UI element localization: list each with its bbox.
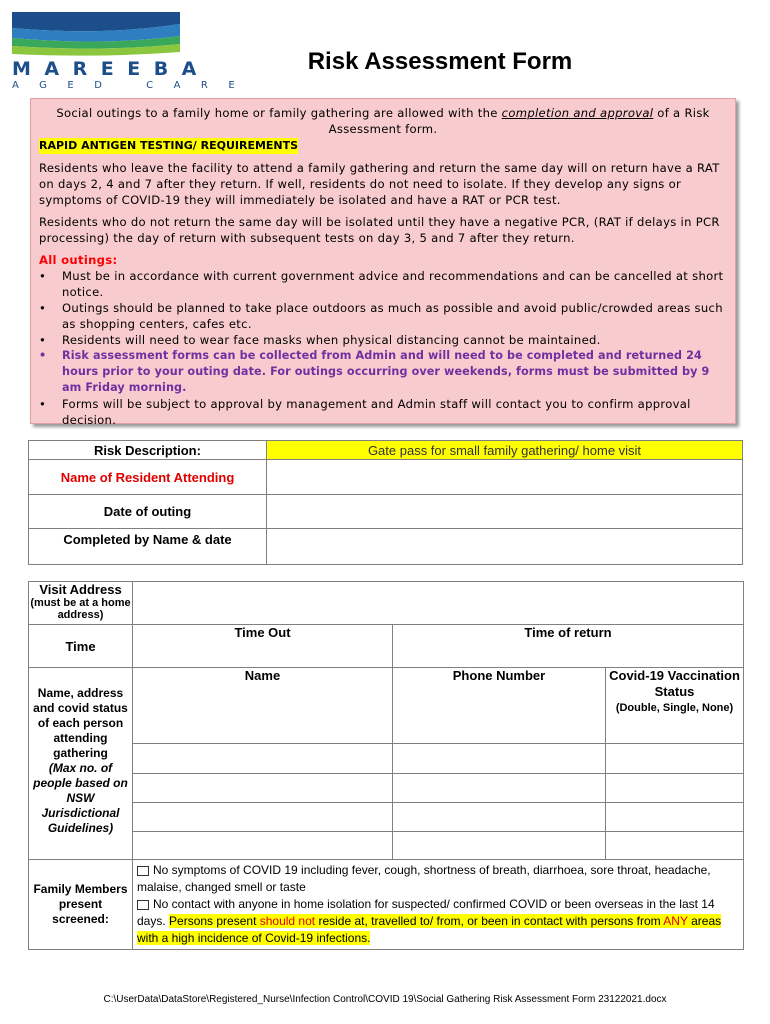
covid-status-column-header: Covid-19 Vaccination Status (Double, Single, None) (606, 668, 744, 744)
checkbox-icon[interactable] (137, 866, 149, 876)
list-item: • Must be in accordance with current government advice and recommendations and can be cancelled at short notice. (39, 268, 727, 300)
visit-details-table (28, 581, 744, 950)
intro-text: Social outings to a family home or family gathering are allowed with the completion and approval of a Risk Assessment form. (56, 106, 710, 136)
table-cell[interactable] (133, 774, 393, 803)
risk-description-table (28, 440, 743, 565)
table-cell[interactable] (606, 774, 744, 803)
risk-description-value: Gate pass for small family gathering/ home visit (267, 441, 743, 460)
date-of-outing-label: Date of outing (29, 495, 267, 529)
logo-name: MAREEBA (12, 58, 210, 80)
resident-name-field[interactable] (267, 460, 743, 495)
all-outings-heading: All outings: (39, 253, 118, 267)
time-of-return-field[interactable]: Time of return (393, 625, 744, 668)
completed-by-field[interactable] (267, 529, 743, 565)
list-item: • Risk assessment forms can be collected from Admin and will need to be completed and returned 24 hours prior to your outing date. For outings occurring over weekends, forms must be submitted by 9 am Friday morning. (39, 348, 727, 396)
list-item: • Outings should be planned to take place outdoors as much as possible and avoid public/crowded areas such as shopping centers, cafes etc. (39, 300, 727, 332)
checklist-item-symptoms: No symptoms of COVID 19 including fever, cough, shortness of breath, diarrhoea, sore throat, headache, malaise, changed smell or taste (137, 863, 711, 894)
visit-address-label: Visit Address (must be at a home address) (29, 582, 133, 625)
table-cell[interactable] (393, 803, 606, 832)
table-cell[interactable] (606, 744, 744, 774)
list-item: • Residents will need to wear face masks when physical distancing cannot be maintained. (39, 332, 727, 348)
rat-paragraph-1: Residents who leave the facility to attend a family gathering and return the same day will on return have a RAT on days 2, 4 and 7 after they return. If well, residents do not need to isolate. If they develop any signs or symptoms of COVID-19 they will immediately be isolated and have a RAT or PCR test. (39, 161, 720, 207)
file-path-footer: C:\UserData\DataStore\Registered_Nurse\Infection Control\COVID 19\Social Gathering Risk Assessment Form 23122021.docx (103, 994, 667, 1005)
persons-label: Name, address and covid status of each person attending gathering (Max no. of people based on NSW Jurisdictional Guidelines) (29, 668, 133, 860)
completed-by-label: Completed by Name & date (29, 529, 267, 565)
logo-subtitle: AGED CARE (12, 80, 256, 91)
mareeba-logo (12, 6, 256, 91)
rat-paragraph-2: Residents who do not return the same day will be isolated until they have a negative PCR, (RAT if delays in PCR processing) the day of return with subsequent tests on day 3, 5 and 7 after they return. (39, 215, 720, 245)
table-cell[interactable] (606, 803, 744, 832)
logo-wave-icon (12, 6, 180, 56)
phone-column-header: Phone Number (393, 668, 606, 744)
table-cell[interactable] (133, 803, 393, 832)
family-screened-label: Family Members present screened: (29, 860, 133, 950)
table-cell[interactable] (393, 744, 606, 774)
checklist-item-contact: No contact with anyone in home isolation for suspected/ confirmed COVID or been overseas in the last 14 days. Persons present should not reside at, travelled to/ from, or been in contact with persons from ANY areas with a high incidence of Covid-19 infections. (137, 897, 722, 945)
name-column-header: Name (133, 668, 393, 744)
list-item: • Forms will be subject to approval by management and Admin staff will contact you to confirm approval decision. (39, 396, 727, 428)
time-out-field[interactable]: Time Out (133, 625, 393, 668)
table-cell[interactable] (133, 744, 393, 774)
time-label: Time (29, 625, 133, 668)
screening-checklist (133, 860, 744, 950)
checkbox-icon[interactable] (137, 900, 149, 910)
table-cell[interactable] (393, 832, 606, 860)
outings-list (39, 268, 727, 428)
page-title: Risk Assessment Form (307, 48, 573, 75)
table-cell[interactable] (393, 774, 606, 803)
rat-heading: RAPID ANTIGEN TESTING/ REQUIREMENTS (39, 139, 299, 152)
risk-description-label: Risk Description: (29, 441, 267, 460)
table-cell[interactable] (606, 832, 744, 860)
table-cell[interactable] (133, 832, 393, 860)
resident-name-label: Name of Resident Attending (29, 460, 267, 495)
visit-address-field[interactable] (133, 582, 744, 625)
info-box (30, 98, 736, 427)
date-of-outing-field[interactable] (267, 495, 743, 529)
